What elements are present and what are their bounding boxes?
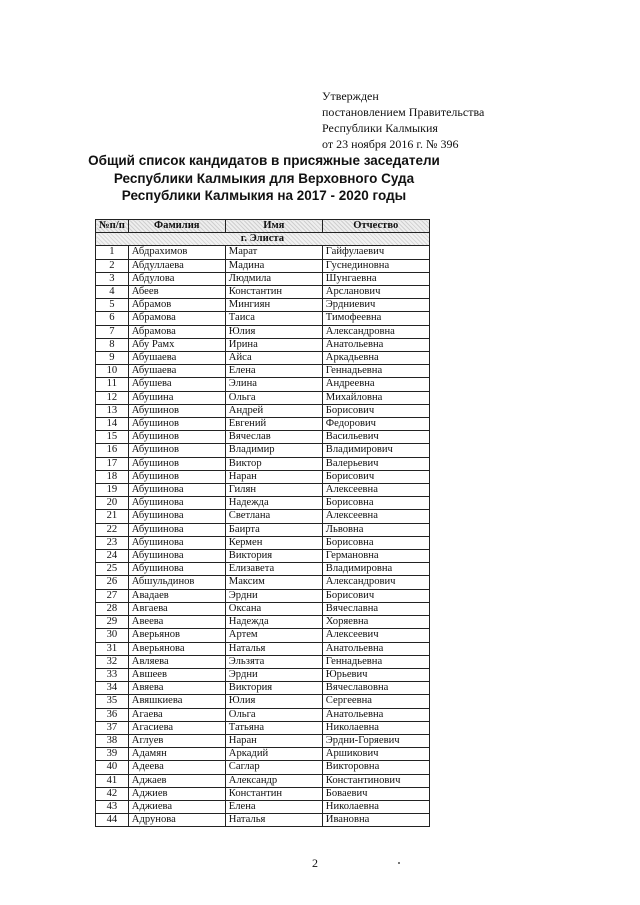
- table-row: [96, 484, 430, 497]
- table-row: [96, 404, 430, 417]
- row-name: Кермен: [225, 536, 322, 549]
- row-number: 43: [96, 800, 129, 813]
- row-number: 9: [96, 352, 129, 365]
- table-row: [96, 589, 430, 602]
- row-patronymic: Сергеевна: [322, 695, 429, 708]
- row-number: 16: [96, 444, 129, 457]
- row-surname: Абушинов: [128, 404, 225, 417]
- row-surname: Адрунова: [128, 814, 225, 827]
- row-number: 10: [96, 365, 129, 378]
- row-number: 12: [96, 391, 129, 404]
- row-patronymic: Владимирович: [322, 444, 429, 457]
- row-name: Эльзята: [225, 655, 322, 668]
- row-number: 30: [96, 629, 129, 642]
- row-patronymic: Алексеевич: [322, 629, 429, 642]
- row-number: 22: [96, 523, 129, 536]
- row-patronymic: Борисович: [322, 589, 429, 602]
- row-number: 42: [96, 787, 129, 800]
- row-number: 33: [96, 668, 129, 681]
- row-name: Ольга: [225, 708, 322, 721]
- approval-block: [322, 88, 484, 152]
- row-number: 20: [96, 497, 129, 510]
- header-number: №п/п: [96, 220, 129, 233]
- table-row: [96, 325, 430, 338]
- row-number: 34: [96, 682, 129, 695]
- city-row: [96, 233, 430, 246]
- row-patronymic: Борисовна: [322, 536, 429, 549]
- row-name: Ольга: [225, 391, 322, 404]
- row-surname: Адамян: [128, 748, 225, 761]
- row-name: Наран: [225, 470, 322, 483]
- row-surname: Абрамов: [128, 299, 225, 312]
- row-number: 32: [96, 655, 129, 668]
- row-surname: Авеева: [128, 616, 225, 629]
- row-name: Юлия: [225, 325, 322, 338]
- row-name: Оксана: [225, 602, 322, 615]
- row-surname: Аверьянова: [128, 642, 225, 655]
- table-row: [96, 748, 430, 761]
- row-number: 2: [96, 259, 129, 272]
- row-patronymic: Гуснединовна: [322, 259, 429, 272]
- row-number: 35: [96, 695, 129, 708]
- table-row: [96, 682, 430, 695]
- row-surname: Авгаева: [128, 602, 225, 615]
- row-number: 38: [96, 734, 129, 747]
- row-name: Эрдни: [225, 668, 322, 681]
- table-row: [96, 800, 430, 813]
- row-patronymic: Аршикович: [322, 748, 429, 761]
- row-surname: Абушинов: [128, 418, 225, 431]
- row-surname: Абдрахимов: [128, 246, 225, 259]
- table-row: [96, 787, 430, 800]
- table-row: [96, 272, 430, 285]
- row-patronymic: Вячеславовна: [322, 682, 429, 695]
- table-row: [96, 338, 430, 351]
- document-title: Общий список кандидатов в присяжные заседатели Республики Калмыкия для Верховного Суда Республики Калмыкия на 2017 - 2020 годы: [88, 153, 440, 203]
- row-patronymic: Вячеславна: [322, 602, 429, 615]
- row-surname: Абушаева: [128, 352, 225, 365]
- row-patronymic: Анатольевна: [322, 642, 429, 655]
- row-number: 25: [96, 563, 129, 576]
- row-number: 26: [96, 576, 129, 589]
- page-number: 2: [312, 856, 318, 870]
- row-patronymic: Хоряевна: [322, 616, 429, 629]
- table-row: [96, 616, 430, 629]
- table-row: [96, 365, 430, 378]
- row-number: 29: [96, 616, 129, 629]
- row-name: Владимир: [225, 444, 322, 457]
- row-name: Наталья: [225, 642, 322, 655]
- row-number: 40: [96, 761, 129, 774]
- table-row: [96, 457, 430, 470]
- table-row: [96, 814, 430, 827]
- row-name: Евгений: [225, 418, 322, 431]
- row-number: 14: [96, 418, 129, 431]
- table-row: [96, 668, 430, 681]
- table-row: [96, 470, 430, 483]
- row-surname: Абушинова: [128, 510, 225, 523]
- header-patronymic: Отчество: [322, 220, 429, 233]
- row-surname: Абушинов: [128, 457, 225, 470]
- table-row: [96, 444, 430, 457]
- table-row: [96, 708, 430, 721]
- row-surname: Абу Рамх: [128, 338, 225, 351]
- row-name: Виктория: [225, 682, 322, 695]
- row-name: Юлия: [225, 695, 322, 708]
- row-name: Мадина: [225, 259, 322, 272]
- row-name: Виктория: [225, 550, 322, 563]
- row-name: Светлана: [225, 510, 322, 523]
- row-patronymic: Анатольевна: [322, 338, 429, 351]
- row-patronymic: Алексеевна: [322, 510, 429, 523]
- row-name: Баирта: [225, 523, 322, 536]
- row-number: 1: [96, 246, 129, 259]
- row-patronymic: Викторовна: [322, 761, 429, 774]
- header-surname: Фамилия: [128, 220, 225, 233]
- row-surname: Аджиев: [128, 787, 225, 800]
- table-row: [96, 299, 430, 312]
- row-name: Виктор: [225, 457, 322, 470]
- row-patronymic: Львовна: [322, 523, 429, 536]
- row-number: 27: [96, 589, 129, 602]
- row-name: Елизавета: [225, 563, 322, 576]
- row-surname: Абушинова: [128, 523, 225, 536]
- row-number: 6: [96, 312, 129, 325]
- row-patronymic: Александровна: [322, 325, 429, 338]
- row-number: 44: [96, 814, 129, 827]
- row-surname: Авляева: [128, 655, 225, 668]
- row-name: Вячеслав: [225, 431, 322, 444]
- row-patronymic: Тимофеевна: [322, 312, 429, 325]
- row-surname: Абшульдинов: [128, 576, 225, 589]
- row-name: Александр: [225, 774, 322, 787]
- row-name: Гилян: [225, 484, 322, 497]
- row-patronymic: Юрьевич: [322, 668, 429, 681]
- table-row: [96, 602, 430, 615]
- row-surname: Авадаев: [128, 589, 225, 602]
- row-surname: Агаева: [128, 708, 225, 721]
- approval-line: от 23 ноября 2016 г. № 396: [322, 137, 459, 151]
- row-number: 11: [96, 378, 129, 391]
- row-patronymic: Геннадьевна: [322, 655, 429, 668]
- table-row: [96, 629, 430, 642]
- row-name: Надежда: [225, 497, 322, 510]
- table-row: [96, 431, 430, 444]
- row-number: 7: [96, 325, 129, 338]
- row-name: Марат: [225, 246, 322, 259]
- row-patronymic: Борисович: [322, 470, 429, 483]
- row-patronymic: Михайловна: [322, 391, 429, 404]
- row-surname: Абушинов: [128, 470, 225, 483]
- row-patronymic: Борисовна: [322, 497, 429, 510]
- row-patronymic: Гайфулаевич: [322, 246, 429, 259]
- row-patronymic: Андреевна: [322, 378, 429, 391]
- table-row: [96, 352, 430, 365]
- row-number: 28: [96, 602, 129, 615]
- row-number: 36: [96, 708, 129, 721]
- row-surname: Абушинов: [128, 444, 225, 457]
- table-row: [96, 734, 430, 747]
- table-row: [96, 576, 430, 589]
- row-name: Надежда: [225, 616, 322, 629]
- row-patronymic: Константинович: [322, 774, 429, 787]
- table-row: [96, 563, 430, 576]
- row-surname: Абдуллаева: [128, 259, 225, 272]
- row-surname: Абушева: [128, 378, 225, 391]
- row-surname: Аглуев: [128, 734, 225, 747]
- row-name: Мингиян: [225, 299, 322, 312]
- row-surname: Аверьянов: [128, 629, 225, 642]
- row-name: Айса: [225, 352, 322, 365]
- table-row: [96, 655, 430, 668]
- table-row: [96, 761, 430, 774]
- row-patronymic: Аркадьевна: [322, 352, 429, 365]
- row-name: Эрдни: [225, 589, 322, 602]
- row-surname: Адеева: [128, 761, 225, 774]
- table-row: [96, 497, 430, 510]
- row-surname: Абушина: [128, 391, 225, 404]
- row-name: Максим: [225, 576, 322, 589]
- row-name: Наран: [225, 734, 322, 747]
- row-surname: Абушинова: [128, 563, 225, 576]
- table-row: [96, 259, 430, 272]
- row-surname: Агасиева: [128, 721, 225, 734]
- row-surname: Абдулова: [128, 272, 225, 285]
- row-name: Аркадий: [225, 748, 322, 761]
- row-name: Артем: [225, 629, 322, 642]
- row-name: Константин: [225, 286, 322, 299]
- row-name: Татьяна: [225, 721, 322, 734]
- row-patronymic: Геннадьевна: [322, 365, 429, 378]
- table-header-row: [96, 220, 430, 233]
- table-row: [96, 246, 430, 259]
- table-row: [96, 378, 430, 391]
- row-number: 15: [96, 431, 129, 444]
- row-number: 37: [96, 721, 129, 734]
- row-surname: Авяшкиева: [128, 695, 225, 708]
- row-surname: Аджаев: [128, 774, 225, 787]
- row-number: 13: [96, 404, 129, 417]
- row-surname: Абушаева: [128, 365, 225, 378]
- row-surname: Абрамова: [128, 312, 225, 325]
- scan-speck: [398, 862, 400, 864]
- table-row: [96, 642, 430, 655]
- row-number: 5: [96, 299, 129, 312]
- row-surname: Абушинова: [128, 550, 225, 563]
- row-surname: Абрамова: [128, 325, 225, 338]
- row-name: Константин: [225, 787, 322, 800]
- table-row: [96, 774, 430, 787]
- row-surname: Абушинова: [128, 497, 225, 510]
- row-name: Наталья: [225, 814, 322, 827]
- row-number: 39: [96, 748, 129, 761]
- row-patronymic: Алексеевна: [322, 484, 429, 497]
- row-patronymic: Эрдниевич: [322, 299, 429, 312]
- row-number: 4: [96, 286, 129, 299]
- table-row: [96, 510, 430, 523]
- row-surname: Абушинова: [128, 484, 225, 497]
- row-name: Елена: [225, 365, 322, 378]
- row-patronymic: Ивановна: [322, 814, 429, 827]
- row-patronymic: Васильевич: [322, 431, 429, 444]
- row-name: Таиса: [225, 312, 322, 325]
- table-row: [96, 391, 430, 404]
- row-patronymic: Борисович: [322, 404, 429, 417]
- row-patronymic: Германовна: [322, 550, 429, 563]
- table-row: [96, 523, 430, 536]
- table-row: [96, 695, 430, 708]
- row-patronymic: Валерьевич: [322, 457, 429, 470]
- row-number: 8: [96, 338, 129, 351]
- row-number: 21: [96, 510, 129, 523]
- row-patronymic: Шунгаевна: [322, 272, 429, 285]
- row-name: Саглар: [225, 761, 322, 774]
- table-row: [96, 721, 430, 734]
- row-patronymic: Владимировна: [322, 563, 429, 576]
- row-name: Людмила: [225, 272, 322, 285]
- row-patronymic: Николаевна: [322, 721, 429, 734]
- approval-line: Республики Калмыкия: [322, 121, 438, 135]
- row-name: Элина: [225, 378, 322, 391]
- row-patronymic: Арсланович: [322, 286, 429, 299]
- table-row: [96, 286, 430, 299]
- row-surname: Абушинов: [128, 431, 225, 444]
- candidates-table: [95, 219, 430, 827]
- row-name: Елена: [225, 800, 322, 813]
- row-surname: Авяева: [128, 682, 225, 695]
- row-number: 18: [96, 470, 129, 483]
- row-number: 17: [96, 457, 129, 470]
- row-name: Андрей: [225, 404, 322, 417]
- table-row: [96, 418, 430, 431]
- row-number: 24: [96, 550, 129, 563]
- row-number: 3: [96, 272, 129, 285]
- header-name: Имя: [225, 220, 322, 233]
- row-number: 19: [96, 484, 129, 497]
- row-number: 41: [96, 774, 129, 787]
- approval-line: Утвержден: [322, 89, 379, 103]
- row-surname: Абеев: [128, 286, 225, 299]
- row-surname: Аджиева: [128, 800, 225, 813]
- row-patronymic: Анатольевна: [322, 708, 429, 721]
- table-row: [96, 550, 430, 563]
- row-surname: Авшеев: [128, 668, 225, 681]
- row-patronymic: Эрдни-Горяевич: [322, 734, 429, 747]
- approval-line: постановлением Правительства: [322, 105, 485, 119]
- row-number: 31: [96, 642, 129, 655]
- row-patronymic: Николаевна: [322, 800, 429, 813]
- row-patronymic: Александрович: [322, 576, 429, 589]
- row-number: 23: [96, 536, 129, 549]
- city-label: г. Элиста: [96, 233, 430, 246]
- row-patronymic: Федорович: [322, 418, 429, 431]
- row-surname: Абушинова: [128, 536, 225, 549]
- row-name: Ирина: [225, 338, 322, 351]
- table-row: [96, 536, 430, 549]
- table-row: [96, 312, 430, 325]
- row-patronymic: Боваевич: [322, 787, 429, 800]
